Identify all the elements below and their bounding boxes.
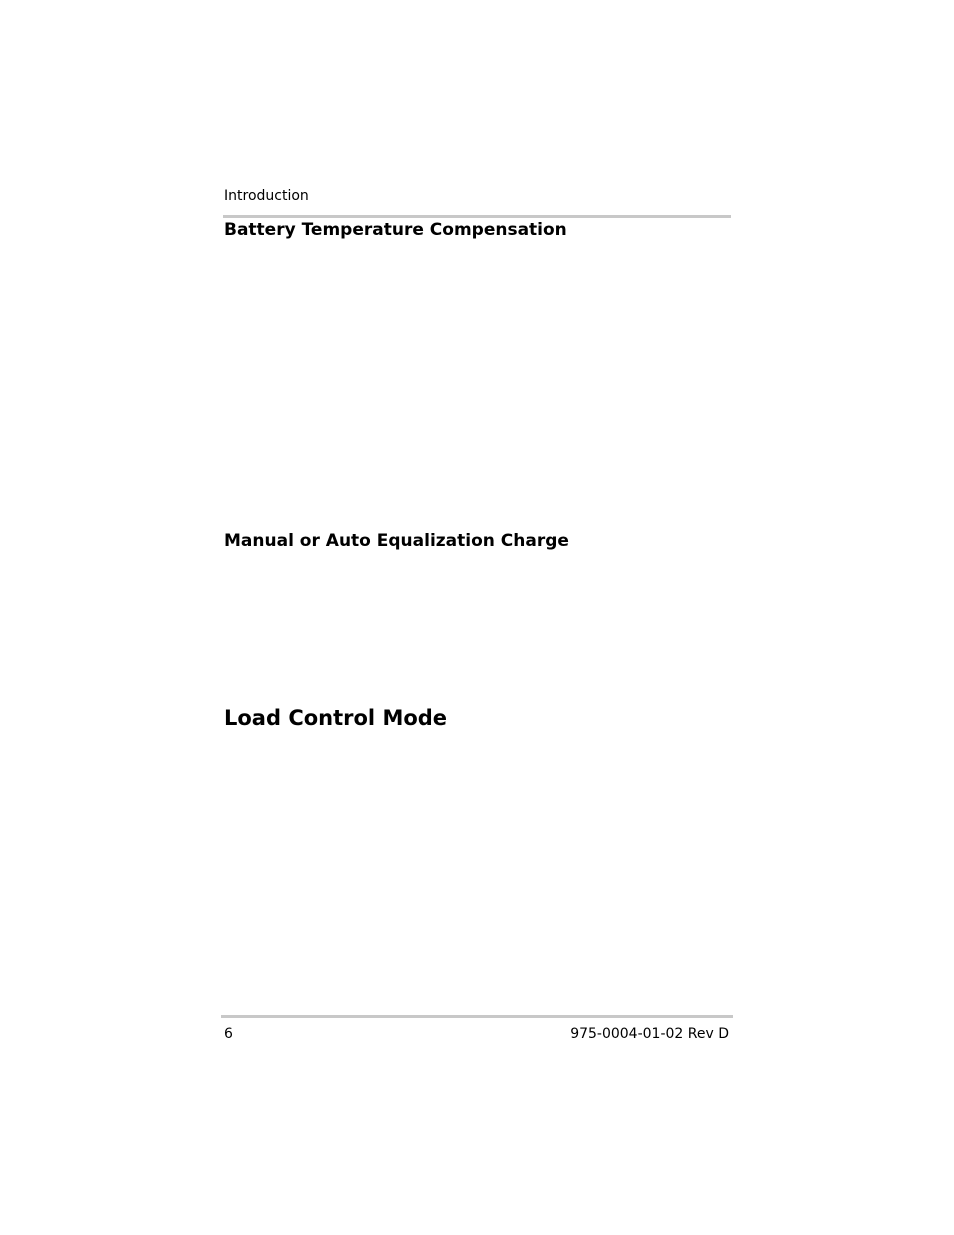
footer-rule <box>221 1015 733 1018</box>
running-header: Introduction <box>224 188 309 204</box>
heading-load-control-mode: Load Control Mode <box>224 706 448 730</box>
heading-manual-or-auto-equalization-charge: Manual or Auto Equalization Charge <box>224 531 569 551</box>
header-rule <box>223 215 731 218</box>
document-number: 975-0004-01-02 Rev D <box>570 1026 729 1042</box>
heading-battery-temperature-compensation: Battery Temperature Compensation <box>224 220 567 240</box>
page-number: 6 <box>224 1026 233 1042</box>
